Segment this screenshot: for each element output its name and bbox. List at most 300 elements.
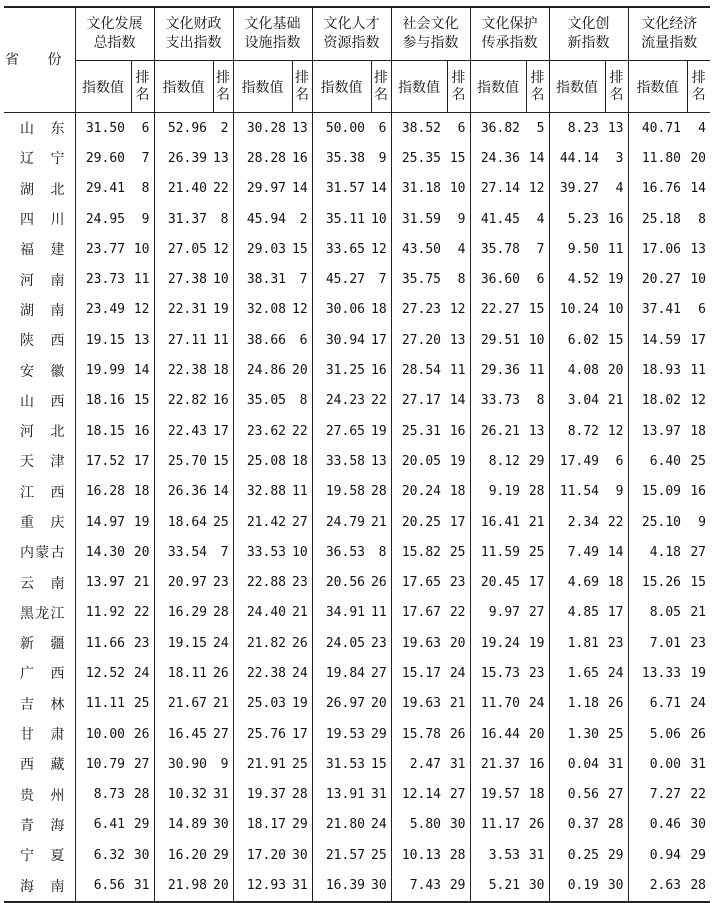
value-cell: 7.43	[391, 870, 447, 901]
rank-cell: 9	[141, 211, 150, 227]
rank-cell: 20	[213, 870, 233, 901]
value-cell: 15.73	[470, 658, 526, 688]
rank-cell: 10	[607, 302, 624, 318]
rank-cell: 9	[457, 211, 466, 227]
value-cell: 16.76	[628, 174, 687, 204]
rank-cell: 18	[690, 423, 706, 439]
value-cell: 0.00	[628, 749, 687, 779]
rank-cell: 28	[213, 605, 229, 621]
rank-cell: 29	[213, 847, 229, 863]
rank-cell: 24	[213, 635, 229, 651]
rank-cell: 31	[528, 847, 545, 863]
value-cell: 5.23	[549, 204, 605, 234]
table-row	[4, 295, 710, 325]
rank-cell: 26	[690, 726, 706, 742]
province-name: 江西	[20, 484, 65, 501]
value-cell: 18.11	[154, 658, 213, 688]
value-cell: 8.05	[628, 598, 687, 628]
table-row	[4, 749, 710, 779]
rank-cell: 24	[449, 665, 466, 681]
value-cell: 35.38	[312, 143, 371, 173]
value-cell: 44.14	[549, 143, 605, 173]
rank-cell: 14	[690, 181, 706, 197]
rank-cell: 30	[292, 847, 308, 863]
value-subheader: 指数值	[470, 61, 526, 113]
rank-subheader-text: 排名	[135, 69, 150, 103]
value-cell: 1.65	[549, 658, 605, 688]
province-name: 海南	[4, 870, 75, 901]
province-name: 湖北	[20, 181, 65, 198]
value-cell: 27.14	[470, 174, 526, 204]
rank-subheader-text: 排名	[530, 69, 545, 103]
value-cell: 31.18	[391, 174, 447, 204]
rank-cell: 27	[292, 514, 308, 530]
value-cell: 14.89	[154, 810, 213, 840]
value-cell: 15.17	[391, 658, 447, 688]
value-cell: 39.27	[549, 174, 605, 204]
rank-cell: 20	[690, 150, 706, 166]
value-cell: 38.52	[391, 113, 447, 144]
rank-cell: 19	[607, 272, 624, 288]
value-subheader: 指数值	[233, 61, 292, 113]
value-cell: 14.59	[628, 325, 687, 355]
rank-cell: 29	[371, 726, 387, 742]
table-row	[4, 537, 710, 567]
rank-cell: 16	[449, 423, 466, 439]
rank-cell: 9	[615, 484, 624, 500]
province-header: 省 份	[4, 7, 75, 113]
province-name: 西藏	[20, 757, 65, 774]
value-cell: 24.23	[312, 386, 371, 416]
value-cell: 25.70	[154, 446, 213, 476]
value-cell: 24.40	[233, 598, 292, 628]
value-cell: 19.63	[391, 689, 447, 719]
rank-cell: 17	[292, 726, 308, 742]
value-cell: 22.31	[154, 295, 213, 325]
value-cell: 6.41	[75, 810, 131, 840]
rank-cell: 15	[607, 332, 624, 348]
rank-cell: 27	[607, 787, 624, 803]
value-cell: 25.03	[233, 689, 292, 719]
value-cell: 40.71	[628, 113, 687, 144]
rank-cell: 8	[220, 211, 229, 227]
value-cell: 8.12	[470, 446, 526, 476]
value-cell: 41.45	[470, 204, 526, 234]
rank-subheader	[213, 61, 233, 113]
value-cell: 29.41	[75, 174, 131, 204]
rank-cell: 16	[213, 393, 229, 409]
value-cell: 32.88	[233, 477, 292, 507]
value-cell: 37.41	[628, 295, 687, 325]
value-cell: 11.11	[75, 689, 131, 719]
value-cell: 14.97	[75, 507, 131, 537]
culture-index-table	[4, 6, 710, 903]
table-row	[4, 325, 710, 355]
value-cell: 19.99	[75, 355, 131, 385]
value-cell: 27.23	[391, 295, 447, 325]
table-row	[4, 567, 710, 597]
rank-cell: 12	[213, 241, 229, 257]
rank-cell: 28	[607, 817, 624, 833]
value-cell: 30.90	[154, 749, 213, 779]
table-row	[4, 870, 710, 901]
group-header: 文化经济 流量指数	[628, 7, 710, 61]
value-cell: 12.14	[391, 780, 447, 810]
value-cell: 6.71	[628, 689, 687, 719]
value-cell: 9.19	[470, 477, 526, 507]
rank-cell: 27	[449, 787, 466, 803]
value-cell: 21.82	[233, 628, 292, 658]
rank-cell: 17	[528, 575, 545, 591]
rank-cell: 9	[698, 514, 706, 530]
rank-cell: 29	[607, 847, 624, 863]
value-cell: 8.72	[549, 416, 605, 446]
rank-cell: 14	[607, 544, 624, 560]
rank-cell: 20	[449, 635, 466, 651]
rank-cell: 31	[213, 787, 229, 803]
value-cell: 27.65	[312, 416, 371, 446]
rank-subheader-text: 排名	[374, 69, 388, 103]
value-cell: 19.15	[154, 628, 213, 658]
rank-cell: 12	[133, 302, 150, 318]
value-cell: 2.63	[628, 870, 687, 901]
value-cell: 20.27	[628, 264, 687, 294]
rank-cell: 16	[133, 423, 150, 439]
value-cell: 7.01	[628, 628, 687, 658]
province-name: 宁夏	[20, 848, 65, 865]
value-cell: 19.58	[312, 477, 371, 507]
rank-subheader	[526, 61, 549, 113]
value-cell: 20.24	[391, 477, 447, 507]
province-name: 山东	[20, 121, 65, 138]
rank-subheader-text: 排名	[691, 69, 706, 103]
value-cell: 33.54	[154, 537, 213, 567]
rank-cell: 23	[213, 575, 229, 591]
rank-cell: 30	[526, 870, 549, 901]
value-cell: 13.97	[628, 416, 687, 446]
value-cell: 30.28	[233, 113, 292, 144]
value-cell: 19.53	[312, 719, 371, 749]
rank-cell: 6	[299, 332, 308, 348]
rank-cell: 11	[371, 605, 387, 621]
value-cell: 15.78	[391, 719, 447, 749]
value-cell: 22.27	[470, 295, 526, 325]
value-cell: 29.36	[470, 355, 526, 385]
value-cell: 21.42	[233, 507, 292, 537]
value-cell: 11.70	[470, 689, 526, 719]
rank-subheader-text: 排名	[451, 69, 466, 103]
value-cell: 18.64	[154, 507, 213, 537]
value-cell: 5.06	[628, 719, 687, 749]
rank-cell: 30	[690, 817, 706, 833]
rank-cell: 6	[536, 272, 545, 288]
table-row	[4, 416, 710, 446]
value-cell: 25.10	[628, 507, 687, 537]
table-row	[4, 113, 710, 144]
rank-cell: 18	[292, 453, 308, 469]
rank-cell: 13	[292, 120, 308, 136]
value-cell: 17.06	[628, 234, 687, 264]
rank-cell: 7	[378, 272, 387, 288]
table-row	[4, 658, 710, 688]
value-cell: 5.21	[470, 870, 526, 901]
value-cell: 28.54	[391, 355, 447, 385]
rank-cell: 19	[528, 635, 545, 651]
value-cell: 2.34	[549, 507, 605, 537]
value-cell: 26.21	[470, 416, 526, 446]
value-cell: 19.84	[312, 658, 371, 688]
value-cell: 31.57	[312, 174, 371, 204]
rank-cell: 17	[371, 332, 387, 348]
rank-cell: 16	[690, 484, 706, 500]
rank-cell: 31	[607, 756, 624, 772]
rank-cell: 23	[690, 635, 706, 651]
value-cell: 11.92	[75, 598, 131, 628]
value-cell: 27.20	[391, 325, 447, 355]
value-cell: 29.97	[233, 174, 292, 204]
rank-cell: 23	[528, 665, 545, 681]
value-cell: 1.30	[549, 719, 605, 749]
province-name: 吉林	[20, 696, 65, 713]
province-name: 黑龙江	[20, 605, 65, 622]
rank-cell: 20	[292, 363, 308, 379]
rank-cell: 30	[449, 817, 466, 833]
rank-cell: 2	[220, 120, 229, 136]
value-cell: 10.79	[75, 749, 131, 779]
rank-cell: 6	[378, 120, 387, 136]
province-name: 安徽	[20, 363, 65, 380]
value-cell: 11.66	[75, 628, 131, 658]
rank-subheader	[605, 61, 628, 113]
rank-cell: 28	[687, 870, 710, 901]
rank-cell: 25	[690, 453, 706, 469]
rank-cell: 20	[371, 696, 387, 712]
value-cell: 33.73	[470, 386, 526, 416]
rank-cell: 18	[449, 484, 466, 500]
table-row	[4, 689, 710, 719]
province-name: 云南	[20, 575, 65, 592]
rank-cell: 12	[292, 302, 308, 318]
value-cell: 35.75	[391, 264, 447, 294]
rank-cell: 19	[292, 696, 308, 712]
value-cell: 16.44	[470, 719, 526, 749]
rank-cell: 29	[292, 817, 308, 833]
value-cell: 11.80	[628, 143, 687, 173]
rank-cell: 17	[213, 423, 229, 439]
value-cell: 17.65	[391, 567, 447, 597]
rank-cell: 21	[528, 514, 545, 530]
value-cell: 30.06	[312, 295, 371, 325]
group-header: 文化基础 设施指数	[233, 7, 312, 61]
value-cell: 15.09	[628, 477, 687, 507]
rank-cell: 28	[133, 787, 150, 803]
value-cell: 24.79	[312, 507, 371, 537]
value-cell: 6.40	[628, 446, 687, 476]
rank-cell: 21	[133, 575, 150, 591]
value-cell: 18.93	[628, 355, 687, 385]
value-cell: 38.31	[233, 264, 292, 294]
rank-cell: 20	[528, 726, 545, 742]
rank-cell: 18	[133, 484, 150, 500]
value-cell: 29.60	[75, 143, 131, 173]
rank-cell: 14	[371, 181, 387, 197]
value-cell: 4.52	[549, 264, 605, 294]
value-cell: 8.73	[75, 780, 131, 810]
value-cell: 3.53	[470, 840, 526, 870]
value-cell: 25.35	[391, 143, 447, 173]
value-cell: 38.66	[233, 325, 292, 355]
value-cell: 16.45	[154, 719, 213, 749]
rank-cell: 25	[133, 696, 150, 712]
rank-cell: 18	[371, 302, 387, 318]
rank-subheader	[687, 61, 710, 113]
value-cell: 33.58	[312, 446, 371, 476]
rank-cell: 25	[213, 514, 229, 530]
rank-cell: 22	[449, 605, 466, 621]
rank-cell: 11	[292, 484, 308, 500]
rank-cell: 22	[690, 787, 706, 803]
value-cell: 4.85	[549, 598, 605, 628]
rank-cell: 30	[605, 870, 628, 901]
rank-cell: 19	[690, 665, 706, 681]
rank-cell: 25	[607, 726, 624, 742]
value-subheader: 指数值	[549, 61, 605, 113]
rank-cell: 15	[133, 393, 150, 409]
table-body	[4, 113, 710, 902]
value-cell: 18.16	[75, 386, 131, 416]
rank-cell: 2	[299, 211, 308, 227]
value-cell: 16.20	[154, 840, 213, 870]
value-cell: 13.33	[628, 658, 687, 688]
rank-cell: 25	[449, 544, 466, 560]
value-cell: 11.17	[470, 810, 526, 840]
value-cell: 3.04	[549, 386, 605, 416]
rank-cell: 8	[457, 272, 466, 288]
value-cell: 0.19	[549, 870, 605, 901]
value-cell: 31.50	[75, 113, 131, 144]
value-cell: 4.18	[628, 537, 687, 567]
value-cell: 15.82	[391, 537, 447, 567]
rank-cell: 21	[371, 514, 387, 530]
value-cell: 10.24	[549, 295, 605, 325]
value-cell: 0.04	[549, 749, 605, 779]
rank-cell: 27	[371, 665, 387, 681]
rank-cell: 23	[133, 635, 150, 651]
value-cell: 25.18	[628, 204, 687, 234]
value-cell: 24.86	[233, 355, 292, 385]
rank-cell: 28	[292, 787, 308, 803]
rank-cell: 4	[615, 181, 624, 197]
table-row	[4, 598, 710, 628]
value-cell: 0.25	[549, 840, 605, 870]
rank-cell: 17	[133, 453, 150, 469]
table-row	[4, 628, 710, 658]
value-cell: 36.53	[312, 537, 371, 567]
rank-cell: 30	[133, 847, 150, 863]
province-name: 贵州	[20, 787, 65, 804]
value-cell: 43.50	[391, 234, 447, 264]
rank-cell: 24	[528, 696, 545, 712]
value-cell: 2.47	[391, 749, 447, 779]
table-row	[4, 840, 710, 870]
rank-cell: 11	[528, 363, 545, 379]
value-cell: 8.23	[549, 113, 605, 144]
value-cell: 31.53	[312, 749, 371, 779]
province-name: 辽宁	[20, 151, 65, 168]
rank-cell: 19	[371, 423, 387, 439]
value-cell: 26.39	[154, 143, 213, 173]
rank-cell: 24	[292, 665, 308, 681]
rank-cell: 31	[131, 870, 154, 901]
value-subheader: 指数值	[154, 61, 213, 113]
value-cell: 17.49	[549, 446, 605, 476]
rank-cell: 13	[133, 332, 150, 348]
value-cell: 22.82	[154, 386, 213, 416]
value-cell: 45.27	[312, 264, 371, 294]
rank-cell: 10	[371, 211, 387, 227]
value-cell: 19.57	[470, 780, 526, 810]
value-cell: 21.98	[154, 870, 213, 901]
rank-cell: 8	[299, 393, 308, 409]
rank-subheader-text: 排名	[216, 69, 230, 103]
value-cell: 34.91	[312, 598, 371, 628]
table-row	[4, 810, 710, 840]
province-name: 天津	[20, 454, 65, 471]
value-cell: 36.60	[470, 264, 526, 294]
rank-cell: 16	[292, 150, 308, 166]
value-cell: 27.17	[391, 386, 447, 416]
value-cell: 25.08	[233, 446, 292, 476]
rank-cell: 20	[607, 363, 624, 379]
rank-cell: 23	[607, 635, 624, 651]
value-cell: 17.52	[75, 446, 131, 476]
value-cell: 0.37	[549, 810, 605, 840]
rank-cell: 12	[607, 423, 624, 439]
value-cell: 1.18	[549, 689, 605, 719]
province-name: 福建	[20, 242, 65, 259]
value-cell: 16.29	[154, 598, 213, 628]
value-cell: 11.59	[470, 537, 526, 567]
rank-cell: 7	[536, 241, 545, 257]
rank-cell: 8	[141, 181, 150, 197]
value-cell: 19.37	[233, 780, 292, 810]
value-cell: 25.31	[391, 416, 447, 446]
group-header: 文化财政 支出指数	[154, 7, 233, 61]
table-row	[4, 143, 710, 173]
rank-cell: 15	[690, 575, 706, 591]
rank-cell: 13	[528, 423, 545, 439]
value-cell: 25.76	[233, 719, 292, 749]
rank-subheader	[292, 61, 312, 113]
rank-cell: 6	[457, 120, 466, 136]
rank-cell: 26	[607, 696, 624, 712]
rank-cell: 28	[449, 847, 466, 863]
rank-cell: 25	[371, 847, 387, 863]
rank-cell: 23	[449, 575, 466, 591]
rank-cell: 16	[607, 211, 624, 227]
rank-cell: 4	[536, 211, 545, 227]
rank-cell: 16	[371, 363, 387, 379]
value-cell: 35.11	[312, 204, 371, 234]
value-subheader: 指数值	[312, 61, 371, 113]
rank-cell: 22	[133, 605, 150, 621]
value-cell: 16.39	[312, 870, 371, 901]
value-cell: 23.62	[233, 416, 292, 446]
rank-cell: 11	[449, 363, 466, 379]
rank-cell: 14	[213, 484, 229, 500]
value-cell: 20.56	[312, 567, 371, 597]
value-cell: 21.91	[233, 749, 292, 779]
